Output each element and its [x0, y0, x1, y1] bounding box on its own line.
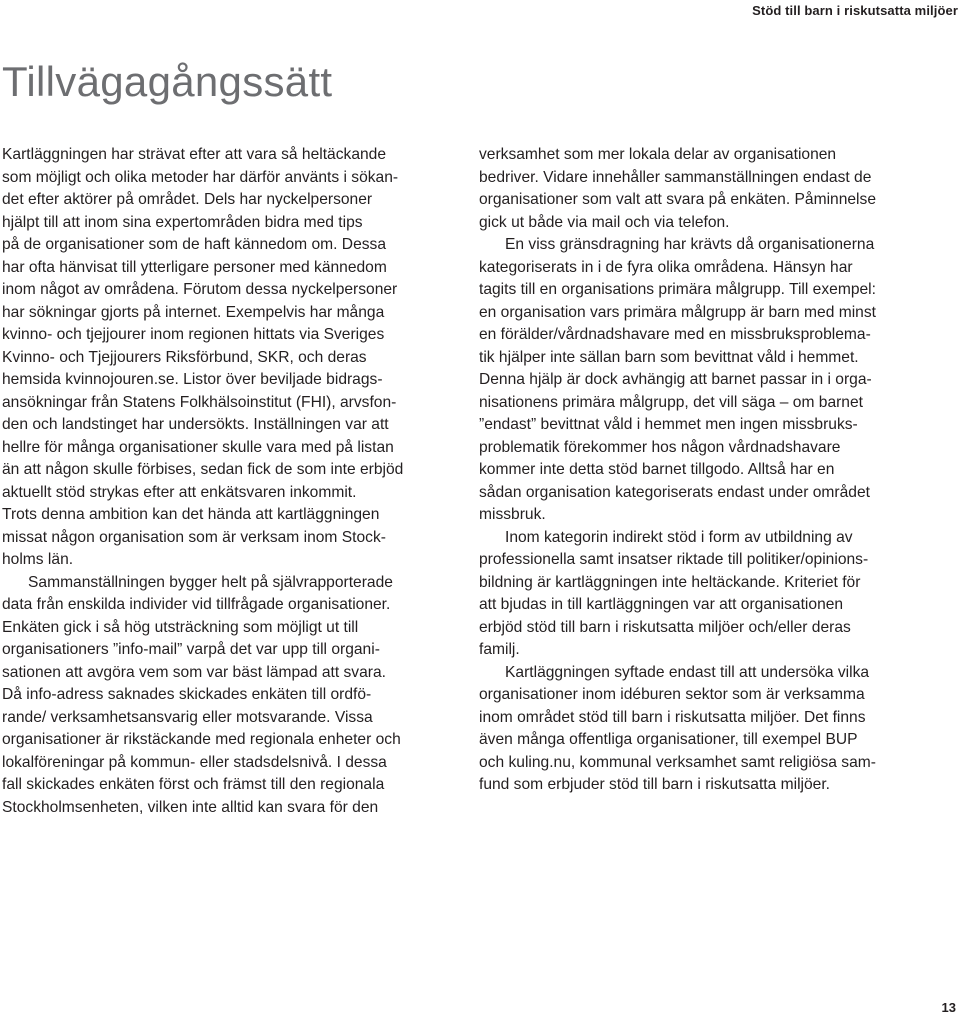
page-number: 13: [941, 1000, 956, 1015]
paragraph: verksamhet som mer lokala delar av organisationen bedriver. Vidare innehåller sammanställningen endast de organisationer som valt att svara på enkäten. Påminnelse gick ut både via mail och via telefon.: [479, 146, 876, 231]
paragraph: Kartläggningen syftade endast till att undersöka vilka organisationer inom idéburen sektor som är verksamma inom området stöd till barn i riskutsatta miljöer. Det finns även många offentliga organisationer, till exempel BUP och kuling.nu, kommunal verksamhet samt religiösa sam- fund som erbjuder stöd till barn i riskutsatta miljöer.: [479, 663, 876, 793]
paragraph: Sammanställningen bygger helt på självrapporterade data från enskilda individer vid tillfrågade organisationer. Enkäten gick i så hög utsträckning som möjligt ut till organisationers ”info-mail” varpå det var upp till organi- sationen att avgöra vem som var bäst lämpad att svara. Då info-adress saknades skickades enkäten till ordfö- rande/ verksamhetsansvarig eller motsvarande. Vissa organisationer är rikstäckande med regionala enheter och lokalföreningar på kommun- eller stadsdelsnivå. I dessa fall skickades enkäten först och främst till den regionala Stockholmsenheten, vilken inte alltid kan svara för den: [2, 573, 401, 816]
running-header: Stöd till barn i riskutsatta miljöer: [752, 3, 958, 18]
paragraph: Kartläggningen har strävat efter att vara så heltäckande som möjligt och olika metoder har därför använts i sökan- det efter aktörer på området. Dels har nyckelpersoner hjälpt till att inom sina expertområden bidra med tips på de organisationer som de haft kännedom om. Dessa har ofta hänvisat till ytterligare personer med kännedom inom något av områdena. Förutom dessa nyckelpersoner har sökningar gjorts på internet. Exempelvis har många kvinno- och tjejjourer inom regionen hittats via Sveriges Kvinno- och Tjejjourers Riksförbund, SKR, och deras hemsida kvinnojouren.se. Listor över beviljade bidrags- ansökningar från Statens Folkhälsoinstitut (FHI), arvsfon- den och landstinget har undersökts. Inställningen var att hellre för många organisationer skulle vara med på listan än att någon skulle förbises, sedan fick de som inte erbjöd aktuellt stöd strykas efter att enkätsvaren inkommit. Trots denna ambition kan det hända att kartläggningen missat någon organisation som är verksam inom Stock- holms län.: [2, 146, 404, 568]
right-column: [479, 144, 919, 797]
page-title: Tillvägagångssätt: [2, 58, 333, 105]
left-column: [2, 144, 450, 819]
paragraph: En viss gränsdragning har krävts då organisationerna kategoriserats in i de fyra olika områdena. Hänsyn har tagits till en organisations primära målgrupp. Till exempel: en organisation vars primära målgrupp är barn med minst en förälder/vårdnadshavare med en missbruksproblema- tik hjälper inte sällan barn som bevittnat våld i hemmet. Denna hjälp är dock avhängig att barnet passar in i orga- nisationens primära målgrupp, det vill säga – om barnet ”endast” bevittnat våld i hemmet men ingen missbruks- problematik förekommer hos någon vårdnadshavare kommer inte detta stöd barnet tillgodo. Alltså har en sådan organisation kategoriserats endast under området missbruk.: [479, 236, 876, 523]
paragraph: Inom kategorin indirekt stöd i form av utbildning av professionella samt insatser riktade till politiker/opinions- bildning är kartläggningen inte heltäckande. Kriteriet för att bjudas in till kartläggningen var att organisationen erbjöd stöd till barn i riskutsatta miljöer och/eller deras familj.: [479, 528, 869, 658]
